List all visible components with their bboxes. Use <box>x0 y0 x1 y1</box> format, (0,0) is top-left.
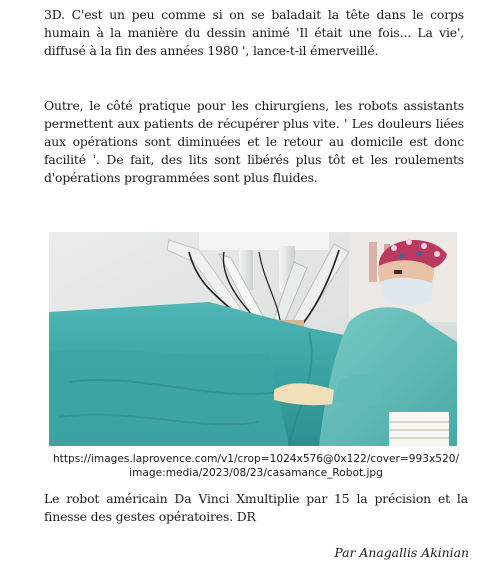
photo-caption: Le robot américain Da Vinci Xmultiplie par 15 la précision et la finesse des gestes opératoires. DR <box>44 491 468 524</box>
image-source-url <box>44 452 468 480</box>
author-byline: Par Anagallis Akinian <box>334 545 469 560</box>
article-paragraph-1: 3D. C'est un peu comme si on se baladait la tête dans le corps humain à la manière du dessin animé 'Il était une fois... La vie', diffusé à la fin des années 1980 ', lance-t-il émerveillé. <box>44 7 464 58</box>
image-source-url-line-1: https://images.laprovence.com/v1/crop=1024x576@0x122/cover=993x520/ <box>52 453 460 465</box>
image-source-url-line-2: image:media/2023/08/23/casamance_Robot.jpg <box>129 467 383 479</box>
surgery-robot-photo <box>49 232 457 446</box>
article-paragraph-2: Outre, le côté pratique pour les chirurgiens, les robots assistants permettent aux patients de récupérer plus vite. ' Les douleurs liées aux opérations sont diminuées et le retour au domicile est donc facilité '. De fait, des lits sont libérés plus tôt et les roulements d'opérations programmées sont plus fluides. <box>44 98 464 185</box>
